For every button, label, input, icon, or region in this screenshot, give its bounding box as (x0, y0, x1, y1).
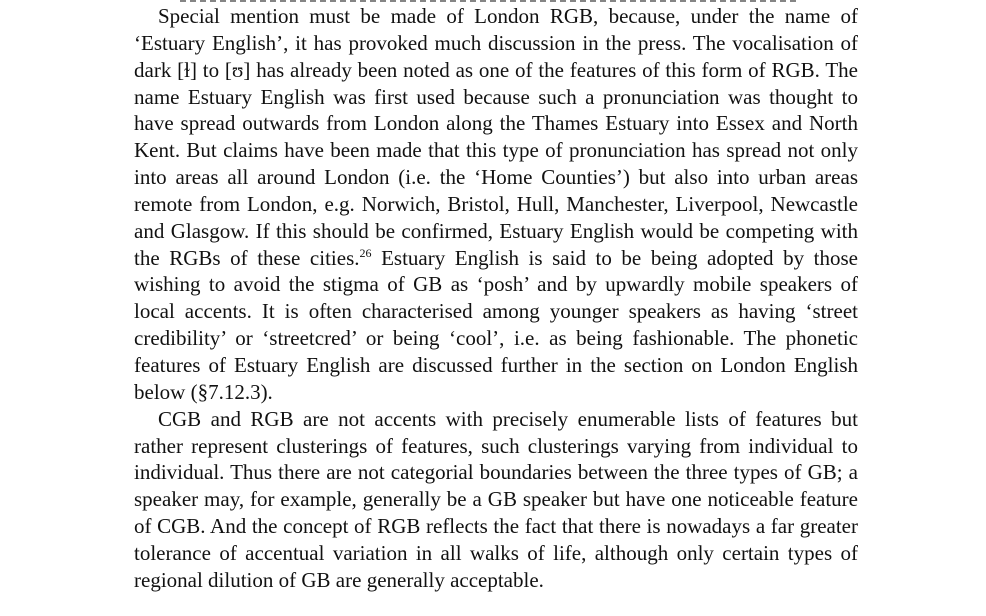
paragraph-text: Estuary English is said to be being adopted by those wishing to avoid the stigma of GB as ‘posh’ and by upwardly mobile speakers of local accents. It is often characterised among younger speakers as having ‘street credibility’ or ‘streetcred’ or being ‘cool’, i.e. as being fashionable. The phonetic features of Estuary English are discussed further in the section on London English below (§7.12.3). (134, 245, 858, 404)
paragraph-cgb-rgb: CGB and RGB are not accents with precisely enumerable lists of features but rather represent clusterings of features, such clusterings varying from individual to individual. Thus there are not categorial boundaries between the three types of GB; a speaker may, for example, generally be a GB speaker but have one noticeable feature of CGB. And the concept of RGB reflects the fact that there is nowadays a far greater tolerance of accentual variation in all walks of life, although only certain types of regional dilution of GB are generally acceptable. (134, 406, 858, 592)
paragraph-text: Special mention must be made of London RGB, because, under the name of ‘Estuary English’, it has provoked much discussion in the press. The vocalisation of dark [ɫ] to [ʊ] has already been noted as one of the features of this form of RGB. The name Estuary English was first used because such a pronunciation was thought to have spread outwards from London along the Thames Estuary into Essex and North Kent. But claims have been made that this type of pronunciation has spread not only into areas all around London (i.e. the ‘Home Counties’) but also into urban areas remote from London, e.g. Norwich, Bristol, Hull, Manchester, Liverpool, Newcastle and Glasgow. If this should be confirmed, Estuary English would be competing with the RGBs of these cities. (134, 4, 858, 270)
document-page (134, 3, 858, 594)
previous-line-fragment (180, 0, 800, 2)
paragraph-estuary-english (134, 3, 858, 406)
footnote-marker[interactable]: 26 (359, 245, 372, 260)
